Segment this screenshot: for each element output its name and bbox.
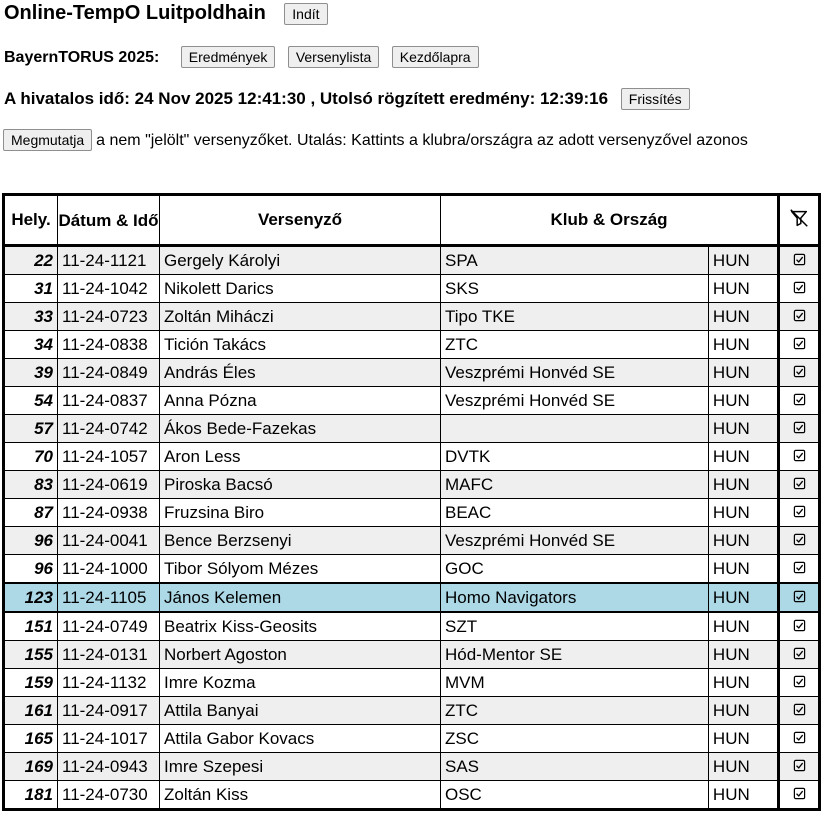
select-checkbox[interactable]	[779, 331, 820, 359]
place-cell: 151	[4, 612, 58, 641]
startlist-button[interactable]: Versenylista	[288, 46, 379, 68]
results-table	[2, 193, 821, 811]
header-datetime[interactable]: Dátum & Idő	[58, 195, 160, 246]
country-cell[interactable]: HUN	[708, 583, 778, 612]
table-row	[4, 471, 820, 499]
place-cell: 123	[4, 583, 58, 612]
place-cell: 161	[4, 697, 58, 725]
datetime-cell: 11-24-0619	[58, 471, 160, 499]
competitor-cell: Bence Berzsenyi	[160, 527, 441, 555]
status-row	[4, 88, 690, 110]
club-cell[interactable]: SPA	[441, 246, 709, 275]
club-cell[interactable]: MVM	[441, 669, 709, 697]
country-cell[interactable]: HUN	[708, 275, 778, 303]
club-cell[interactable]: MAFC	[441, 471, 709, 499]
club-cell[interactable]: Veszprémi Honvéd SE	[441, 387, 709, 415]
start-button[interactable]: Indít	[284, 3, 327, 25]
datetime-cell: 11-24-0041	[58, 527, 160, 555]
select-checkbox[interactable]	[779, 471, 820, 499]
place-cell: 22	[4, 246, 58, 275]
club-cell[interactable]: DVTK	[441, 443, 709, 471]
select-checkbox[interactable]	[779, 612, 820, 641]
datetime-cell: 11-24-0838	[58, 331, 160, 359]
table-row	[4, 415, 820, 443]
place-cell: 33	[4, 303, 58, 331]
place-cell: 96	[4, 555, 58, 584]
country-cell[interactable]: HUN	[708, 443, 778, 471]
table-row	[4, 555, 820, 584]
club-cell[interactable]: SZT	[441, 612, 709, 641]
competitor-cell: Beatrix Kiss-Geosits	[160, 612, 441, 641]
club-cell[interactable]: ZSC	[441, 725, 709, 753]
country-cell[interactable]: HUN	[708, 555, 778, 584]
club-cell[interactable]: Tipo TKE	[441, 303, 709, 331]
table-row	[4, 499, 820, 527]
place-cell: 155	[4, 641, 58, 669]
place-cell: 87	[4, 499, 58, 527]
select-checkbox[interactable]	[779, 443, 820, 471]
club-cell[interactable]: OSC	[441, 781, 709, 810]
competitor-cell: Attila Gabor Kovacs	[160, 725, 441, 753]
select-checkbox[interactable]	[779, 669, 820, 697]
select-checkbox[interactable]	[779, 246, 820, 275]
club-cell[interactable]	[441, 415, 709, 443]
club-cell[interactable]: Hód-Mentor SE	[441, 641, 709, 669]
country-cell[interactable]: HUN	[708, 499, 778, 527]
checkbox-checked-icon[interactable]	[793, 647, 806, 660]
competitor-cell: Piroska Bacsó	[160, 471, 441, 499]
datetime-cell: 11-24-1057	[58, 443, 160, 471]
checkbox-checked-icon[interactable]	[793, 477, 806, 490]
place-cell: 70	[4, 443, 58, 471]
checkbox-checked-icon[interactable]	[793, 365, 806, 378]
datetime-cell: 11-24-0723	[58, 303, 160, 331]
filter-off-icon[interactable]	[788, 207, 810, 229]
datetime-cell: 11-24-0131	[58, 641, 160, 669]
checkbox-checked-icon[interactable]	[793, 731, 806, 744]
select-checkbox[interactable]	[779, 499, 820, 527]
datetime-cell: 11-24-1042	[58, 275, 160, 303]
page-title: Online-TempO Luitpoldhain	[4, 2, 266, 24]
country-cell[interactable]: HUN	[708, 669, 778, 697]
competitor-cell: Tibor Sólyom Mézes	[160, 555, 441, 584]
filter-header[interactable]	[779, 195, 820, 246]
competitor-cell: Imre Kozma	[160, 669, 441, 697]
notice-text: a nem "jelölt" versenyzőket. Utalás: Kattints a klubra/országra az adott versenyzővel azonos	[96, 132, 748, 149]
competitor-cell: Imre Szepesi	[160, 753, 441, 781]
place-cell: 159	[4, 669, 58, 697]
checkbox-checked-icon[interactable]	[793, 421, 806, 434]
datetime-cell: 11-24-0917	[58, 697, 160, 725]
select-checkbox[interactable]	[779, 641, 820, 669]
table-row	[4, 443, 820, 471]
results-button[interactable]: Eredmények	[181, 46, 276, 68]
country-cell[interactable]: HUN	[708, 303, 778, 331]
datetime-cell: 11-24-1000	[58, 555, 160, 584]
place-cell: 31	[4, 275, 58, 303]
event-label: BayernTORUS 2025:	[4, 49, 160, 66]
table-row	[4, 753, 820, 781]
header-competitor[interactable]: Versenyző	[160, 195, 441, 246]
select-checkbox[interactable]	[779, 725, 820, 753]
place-cell: 169	[4, 753, 58, 781]
competitor-cell: Zoltán Miháczi	[160, 303, 441, 331]
table-row	[4, 725, 820, 753]
checkbox-checked-icon[interactable]	[793, 281, 806, 294]
checkbox-checked-icon[interactable]	[793, 619, 806, 632]
club-cell[interactable]: Veszprémi Honvéd SE	[441, 527, 709, 555]
select-checkbox[interactable]	[779, 781, 820, 810]
table-row	[4, 275, 820, 303]
club-cell[interactable]: BEAC	[441, 499, 709, 527]
checkbox-checked-icon[interactable]	[793, 449, 806, 462]
table-row	[4, 697, 820, 725]
table-header-row	[4, 195, 820, 246]
table-row	[4, 641, 820, 669]
club-cell[interactable]: SAS	[441, 753, 709, 781]
select-checkbox[interactable]	[779, 527, 820, 555]
table-row	[4, 583, 820, 612]
refresh-button[interactable]: Frissítés	[621, 88, 690, 110]
table-row	[4, 781, 820, 810]
country-cell[interactable]: HUN	[708, 387, 778, 415]
select-checkbox[interactable]	[779, 583, 820, 612]
header-club-country[interactable]: Klub & Ország	[441, 195, 779, 246]
competitor-cell: Ákos Bede-Fazekas	[160, 415, 441, 443]
checkbox-checked-icon[interactable]	[793, 393, 806, 406]
checkbox-checked-icon[interactable]	[793, 675, 806, 688]
checkbox-checked-icon[interactable]	[793, 787, 806, 800]
select-checkbox[interactable]	[779, 359, 820, 387]
country-cell[interactable]: HUN	[708, 641, 778, 669]
select-checkbox[interactable]	[779, 697, 820, 725]
country-cell[interactable]: HUN	[708, 527, 778, 555]
competitor-cell: Tición Takács	[160, 331, 441, 359]
competitor-cell: Anna Pózna	[160, 387, 441, 415]
datetime-cell: 11-24-1105	[58, 583, 160, 612]
country-cell[interactable]: HUN	[708, 471, 778, 499]
country-cell[interactable]: HUN	[708, 359, 778, 387]
place-cell: 83	[4, 471, 58, 499]
datetime-cell: 11-24-0943	[58, 753, 160, 781]
club-cell[interactable]: ZTC	[441, 697, 709, 725]
datetime-cell: 11-24-0849	[58, 359, 160, 387]
place-cell: 34	[4, 331, 58, 359]
competitor-cell: Nikolett Darics	[160, 275, 441, 303]
club-cell[interactable]: Veszprémi Honvéd SE	[441, 359, 709, 387]
competitor-cell: Attila Banyai	[160, 697, 441, 725]
table-row	[4, 246, 820, 275]
datetime-cell: 11-24-0938	[58, 499, 160, 527]
place-cell: 96	[4, 527, 58, 555]
checkbox-checked-icon[interactable]	[793, 505, 806, 518]
select-checkbox[interactable]	[779, 275, 820, 303]
table-row	[4, 669, 820, 697]
country-cell[interactable]: HUN	[708, 697, 778, 725]
competitor-cell: János Kelemen	[160, 583, 441, 612]
checkbox-checked-icon[interactable]	[793, 759, 806, 772]
select-checkbox[interactable]	[779, 303, 820, 331]
datetime-cell: 11-24-1121	[58, 246, 160, 275]
place-cell: 181	[4, 781, 58, 810]
official-time-text: A hivatalos idő: 24 Nov 2025 12:41:30 , Utolsó rögzített eredmény: 12:39:16	[4, 89, 609, 108]
club-cell[interactable]: SKS	[441, 275, 709, 303]
datetime-cell: 11-24-1017	[58, 725, 160, 753]
checkbox-checked-icon[interactable]	[793, 337, 806, 350]
competitor-cell: Zoltán Kiss	[160, 781, 441, 810]
table-row	[4, 387, 820, 415]
checkbox-checked-icon[interactable]	[793, 253, 806, 266]
place-cell: 57	[4, 415, 58, 443]
country-cell[interactable]: HUN	[708, 612, 778, 641]
header-row	[4, 2, 328, 25]
table-row	[4, 527, 820, 555]
select-checkbox[interactable]	[779, 387, 820, 415]
select-checkbox[interactable]	[779, 415, 820, 443]
table-row	[4, 303, 820, 331]
datetime-cell: 11-24-0837	[58, 387, 160, 415]
show-button[interactable]: Megmutatja	[3, 129, 92, 151]
country-cell[interactable]: HUN	[708, 753, 778, 781]
club-cell[interactable]: GOC	[441, 555, 709, 584]
place-cell: 39	[4, 359, 58, 387]
competitor-cell: Fruzsina Biro	[160, 499, 441, 527]
competitor-cell: Norbert Agoston	[160, 641, 441, 669]
datetime-cell: 11-24-0742	[58, 415, 160, 443]
notice-row	[3, 129, 826, 151]
place-cell: 165	[4, 725, 58, 753]
country-cell[interactable]: HUN	[708, 415, 778, 443]
table-row	[4, 359, 820, 387]
datetime-cell: 11-24-0730	[58, 781, 160, 810]
datetime-cell: 11-24-0749	[58, 612, 160, 641]
checkbox-checked-icon[interactable]	[793, 533, 806, 546]
table-row	[4, 612, 820, 641]
country-cell[interactable]: HUN	[708, 246, 778, 275]
club-cell[interactable]: Homo Navigators	[441, 583, 709, 612]
competitor-cell: András Éles	[160, 359, 441, 387]
country-cell[interactable]: HUN	[708, 725, 778, 753]
header-place[interactable]: Hely.	[4, 195, 58, 246]
datetime-cell: 11-24-1132	[58, 669, 160, 697]
home-button[interactable]: Kezdőlapra	[392, 46, 479, 68]
country-cell[interactable]: HUN	[708, 781, 778, 810]
checkbox-checked-icon[interactable]	[793, 703, 806, 716]
country-cell[interactable]: HUN	[708, 331, 778, 359]
checkbox-checked-icon[interactable]	[793, 590, 806, 603]
select-checkbox[interactable]	[779, 753, 820, 781]
nav-row	[4, 46, 479, 68]
checkbox-checked-icon[interactable]	[793, 309, 806, 322]
place-cell: 54	[4, 387, 58, 415]
club-cell[interactable]: ZTC	[441, 331, 709, 359]
select-checkbox[interactable]	[779, 555, 820, 584]
competitor-cell: Aron Less	[160, 443, 441, 471]
competitor-cell: Gergely Károlyi	[160, 246, 441, 275]
checkbox-checked-icon[interactable]	[793, 561, 806, 574]
table-row	[4, 331, 820, 359]
